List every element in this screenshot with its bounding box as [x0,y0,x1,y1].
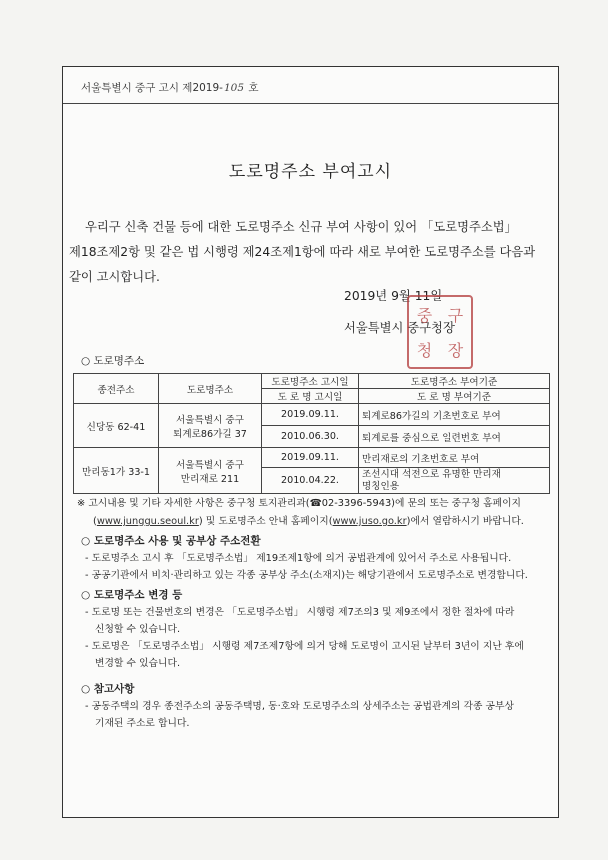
table-row: 만리동1가 33-1 서울특별시 중구 만리재로 211 2019.09.11. 만리재로의 기초번호로 부여 [74,448,550,468]
notice-date: 2019년 9월 11일 [344,289,443,303]
section-change: ○ 도로명주소 변경 등 [81,589,183,601]
notice-number: 서울특별시 중구 고시 제2019-105 호 [81,82,259,94]
table-row: 2010.06.30. 퇴계로를 중심으로 일련번호 부여 [74,426,550,448]
table-row: 2010.04.22. 조선시대 석전으로 유명한 만리재 명칭인용 [74,468,550,494]
section-road-address: ○ 도로명주소 [81,355,145,367]
page-title: 도로명주소 부여고시 [228,162,393,182]
handwritten-number: 105 [223,82,244,94]
issuer-name: 서울특별시 중구청장 [344,321,455,335]
usage-bullets: - 도로명주소 고시 후 「도로명주소법」 제19조제1항에 의거 공법관계에 있어서 주소로 사용됩니다. - 공공기관에서 비치·관리하고 있는 각종 공부상 주소(소재지)는 해당기관에서 도로명주소로 변경합니다. [85,553,528,581]
header-divider [63,103,558,104]
section-reference: ○ 참고사항 [81,683,135,695]
notice-document [62,66,559,818]
intro-paragraph: 우리구 신축 건물 등에 대한 도로명주소 신규 부여 사항이 있어 「도로명주소법」 제18조제2항 및 같은 법 시행령 제24조제1항에 따라 새로 부여한 도로명주소를 다음과 같이 고시합니다. [69,220,536,284]
table-row: 신당동 62-41 서울특별시 중구 퇴계로86가길 37 2019.09.11. 퇴계로86가길의 기초번호로 부여 [74,404,550,426]
inquiry-note: ※ 고시내용 및 기타 자세한 사항은 중구청 토지관리과(☎02-3396-5943)에 문의 또는 중구청 홈페이지 (www.junggu.seoul.kr) 및 도로명주소 안내 홈페이지(www.juso.go.kr)에서 열람하시기 바랍니다. [77,498,524,527]
address-table: 종전주소 도로명주소 도로명주소 고시일 도로명주소 부여기준 도 로 명 고시일 도 로 명 부여기준 신당동 62-41 서울특별시 중구 퇴계로86가길 37 2019.09.11. 퇴계로86가길의 기초번호로 부여 2010.06.30. 퇴계로를 중심으로 일련번호 부여 만리동1가 33-1 서울특별시 중구 만리재로 211 2019.09.11. 만리재로의 기초번호로 부여 2010.04.22. 조선시대 석전으로 유명한 만리재 명칭인용 [73,373,550,494]
official-seal-icon: 중 구 청 장 [407,295,473,369]
section-usage: ○ 도로명주소 사용 및 공부상 주소전환 [81,535,261,547]
reference-bullets: - 공동주택의 경우 종전주소의 공동주택명, 동·호와 도로명주소의 상세주소는 공법관계의 각종 공부상 기재된 주소로 합니다. [85,701,514,729]
change-bullets: - 도로명 또는 건물번호의 변경은 「도로명주소법」 시행령 제7조의3 및 제9조에서 정한 절차에 따라 신청할 수 있습니다. - 도로명은 「도로명주소법」 시행령 제7조제7항에 의거 당해 도로명이 고시된 날부터 3년이 지난 후에 변경할 수 있습니다. [85,607,524,669]
junggu-homepage-link[interactable]: www.junggu.seoul.kr [96,516,199,527]
juso-homepage-link[interactable]: www.juso.go.kr [332,516,407,527]
